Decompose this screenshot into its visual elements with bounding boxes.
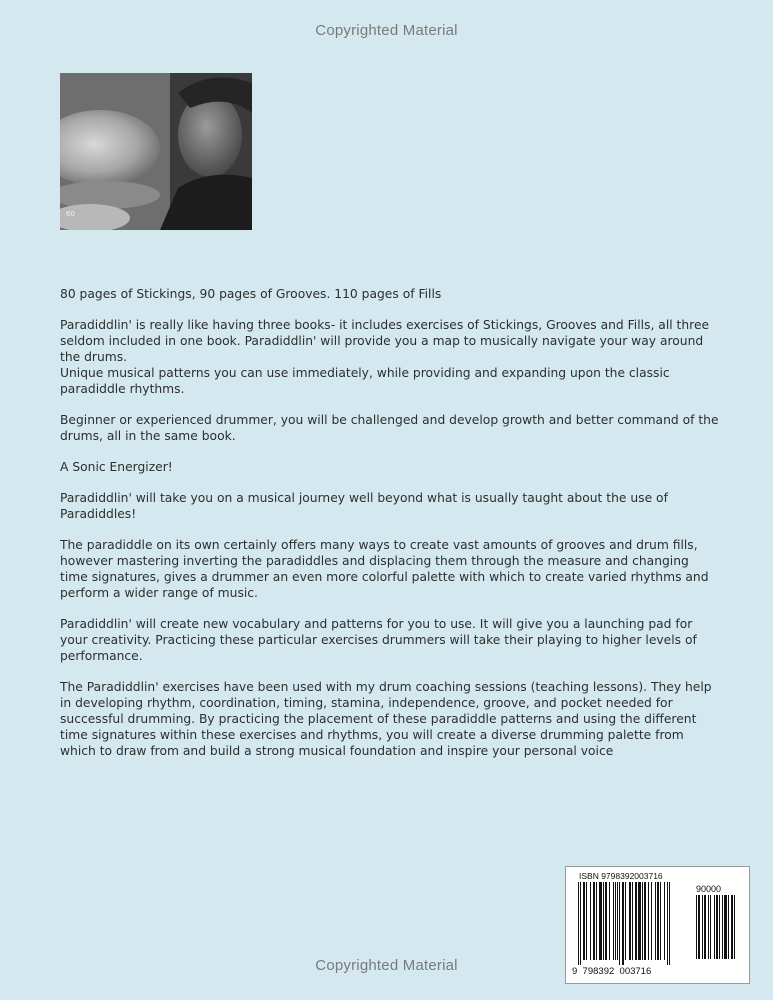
paragraph-beginner: Beginner or experienced drummer, you will be challenged and develop growth and better command of the drums, all in the same book. xyxy=(60,413,719,443)
addon-barcode-bars xyxy=(696,895,742,964)
svg-text:60: 60 xyxy=(66,210,75,218)
paragraph-coaching-sessions: The Paradiddlin' exercises have been used with my drum coaching sessions (teaching lessons). They help in developing rhythm, coordination, timing, stamina, independence, groove, and pocket needed for successful drumming. By practicing the placement of these paradiddle patterns and using the different time signatures within these exercises and rhythms, you will create a diverse drumming palette from which to draw from and build a strong musical foundation and inspire your personal voice xyxy=(60,680,712,758)
copyright-watermark-bottom: Copyrighted Material xyxy=(315,957,458,974)
barcode-digits: 9 798392 003716 xyxy=(572,966,652,977)
paragraph-unique-patterns: Unique musical patterns you can use immediately, while providing and expanding upon the classic paradiddle rhythms. xyxy=(60,366,670,396)
drummer-photo xyxy=(60,73,252,230)
paragraph-page-counts: 80 pages of Stickings, 90 pages of Grooves. 110 pages of Fills xyxy=(60,287,442,301)
copyright-watermark-top: Copyrighted Material xyxy=(315,22,458,39)
price-code: 90000 xyxy=(696,884,722,894)
paragraph-three-books: Paradiddlin' is really like having three books- it includes exercises of Stickings, Grooves and Fills, all three seldom included in one book. Paradiddlin' will provide you a map to musically navigate your way around the drums. xyxy=(60,318,710,364)
ean-barcode-bars xyxy=(578,882,690,966)
paragraph-vocabulary: Paradiddlin' will create new vocabulary and patterns for you to use. It will give you a launching pad for your creativity. Practicing these particular exercises drummers will take their playing to higher levels of performance. xyxy=(60,617,697,663)
paragraph-musical-journey: Paradiddlin' will take you on a musical journey well beyond what is usually taught about the use of Paradiddles! xyxy=(60,491,668,521)
isbn-label: ISBN 9798392003716 xyxy=(579,871,663,881)
paragraph-sonic-energizer: A Sonic Energizer! xyxy=(60,460,173,474)
paragraph-paradiddle-mastery: The paradiddle on its own certainly offers many ways to create vast amounts of grooves and drum fills, however mastering inverting the paradiddles and displacing them through the measure and changing time signatures, gives a drummer an even more colorful palette with which to create varied rhythms and perform a wider range of music. xyxy=(60,538,709,600)
drummer-photo-image xyxy=(60,73,252,230)
description-text xyxy=(60,286,720,774)
